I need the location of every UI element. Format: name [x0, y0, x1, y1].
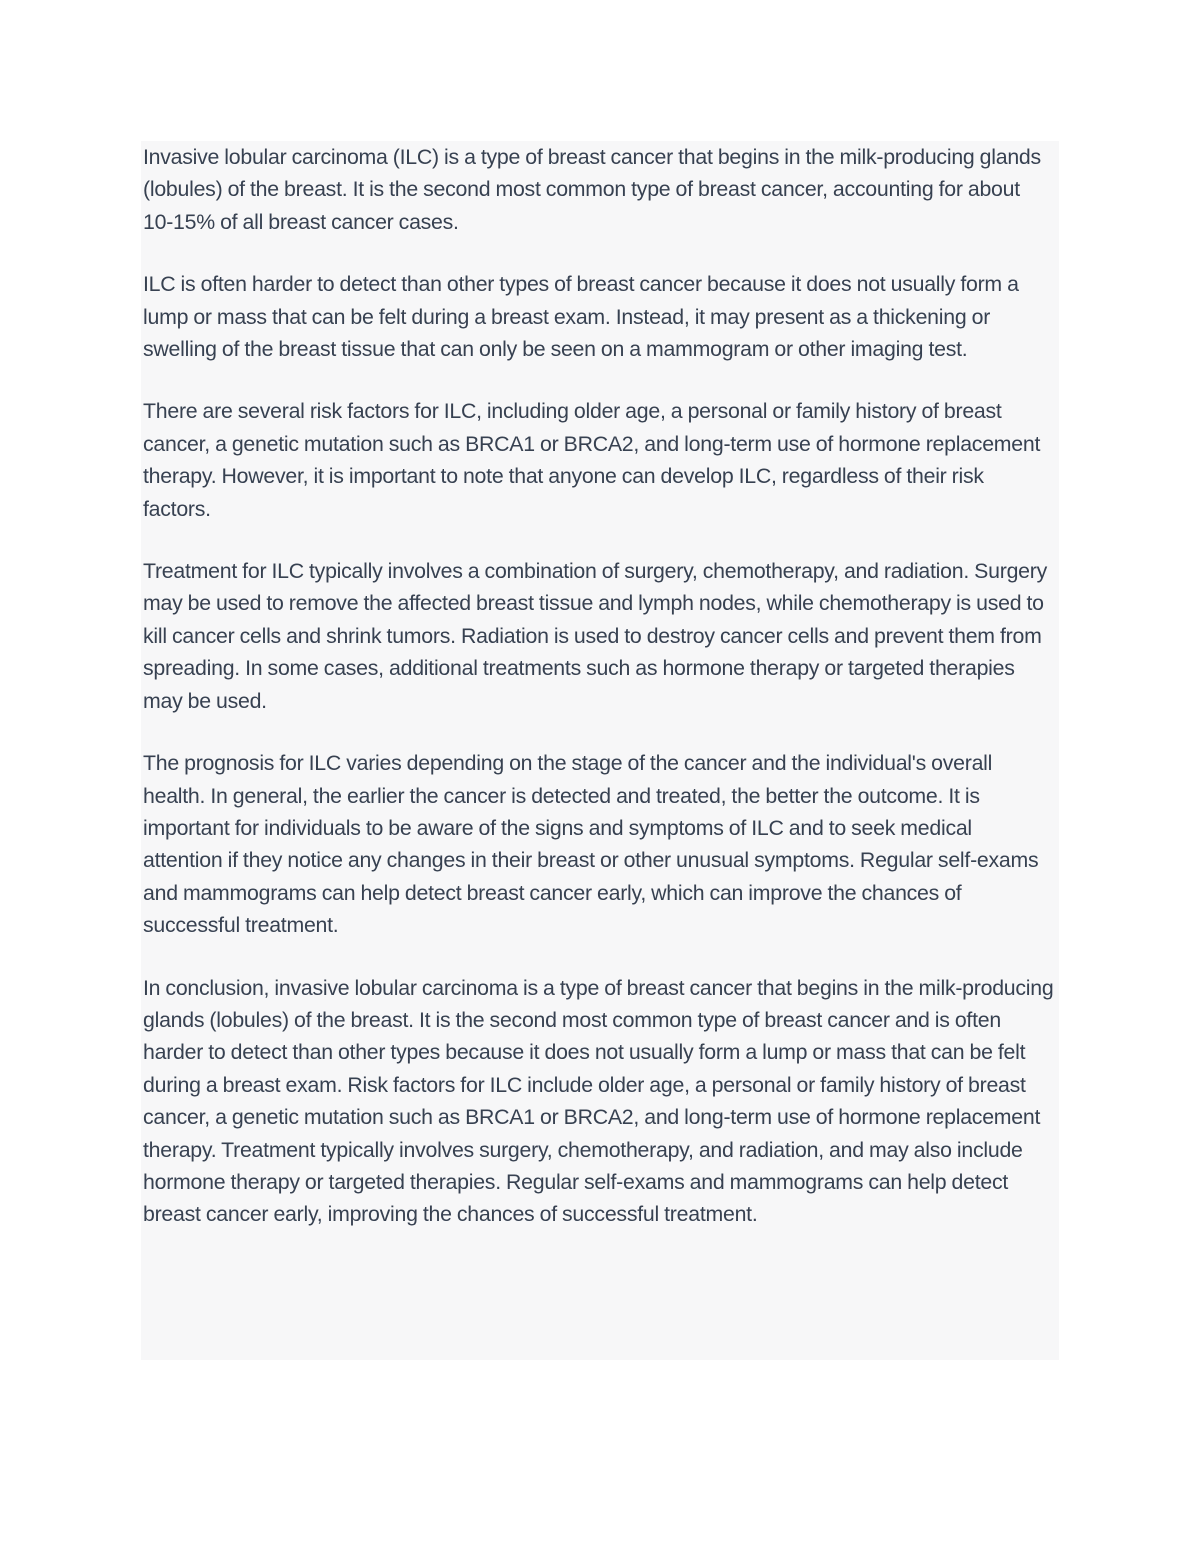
paragraph-treatment: Treatment for ILC typically involves a combination of surgery, chemotherapy, and radiation. Surgery may be used to remove the affected breast tissue and lymph nodes, while chemotherapy is used to kill cancer cells and shrink tumors. Radiation is used to destroy cancer cells and prevent them from spreading. In some cases, additional treatments such as hormone therapy or targeted therapies may be used.	[143, 559, 1047, 713]
paragraph-risk-factors: There are several risk factors for ILC, including older age, a personal or family history of breast cancer, a genetic mutation such as BRCA1 or BRCA2, and long-term use of hormone replacement therapy. However, it is important to note that anyone can develop ILC, regardless of their risk factors.	[143, 399, 1041, 521]
text-block	[141, 141, 1059, 1360]
paragraph-conclusion: In conclusion, invasive lobular carcinoma is a type of breast cancer that begins in the milk-producing glands (lobules) of the breast. It is the second most common type of breast cancer and is often harder to detect than other types because it does not usually form a lump or mass that can be felt during a breast exam. Risk factors for ILC include older age, a personal or family history of breast cancer, a genetic mutation such as BRCA1 or BRCA2, and long-term use of hormone replacement therapy. Treatment typically involves surgery, chemotherapy, and radiation, and may also include hormone therapy or targeted therapies. Regular self-exams and mammograms can help detect breast cancer early, improving the chances of successful treatment.	[143, 975, 1054, 1227]
paragraph-intro: Invasive lobular carcinoma (ILC) is a type of breast cancer that begins in the milk-producing glands (lobules) of the breast. It is the second most common type of breast cancer, accounting for about 10-15% of all breast cancer cases.	[143, 145, 1041, 234]
paragraph-prognosis: The prognosis for ILC varies depending on the stage of the cancer and the individual's overall health. In general, the earlier the cancer is detected and treated, the better the outcome. It is important for individuals to be aware of the signs and symptoms of ILC and to seek medical attention if they notice any changes in their breast or other unusual symptoms. Regular self-exams and mammograms can help detect breast cancer early, which can improve the chances of successful treatment.	[143, 751, 1039, 938]
paragraph-detection: ILC is often harder to detect than other types of breast cancer because it does not usually form a lump or mass that can be felt during a breast exam. Instead, it may present as a thickening or swelling of the breast tissue that can only be seen on a mammogram or other imaging test.	[143, 272, 1019, 362]
